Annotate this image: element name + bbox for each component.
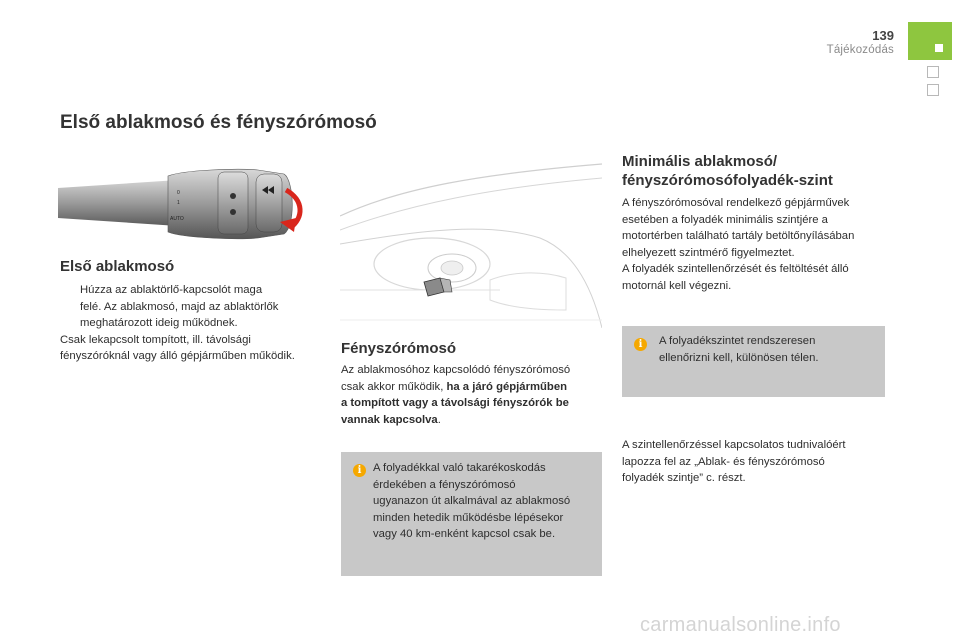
body-line-1: Csak lekapcsolt tompított, ill. távolsági [60, 333, 251, 346]
text-line: A fényszórómosóval rendelkező gépjárművek [622, 197, 850, 209]
note-line: ellenőrizni kell, különösen télen. [659, 351, 819, 364]
switch-label-0: 0 [177, 190, 180, 196]
bullet-line-1: Húzza az ablaktörlő-kapcsolót maga [80, 284, 263, 296]
cross-reference-text [622, 437, 892, 487]
info-icon: i [353, 464, 366, 477]
chapter-tab[interactable] [927, 84, 939, 96]
text-line: motornál kell végezni. [622, 279, 732, 292]
text-line: A szintellenőrzéssel kapcsolatos tudnivalóért [622, 439, 846, 451]
headlamp-washer-text [341, 362, 603, 428]
fluid-saving-note-text [373, 460, 598, 543]
switch-label-1: 1 [177, 200, 180, 206]
watermark: carmanualsonline.info [640, 614, 841, 636]
body-line-2: fényszóróknál vagy álló gépjárműben működik. [60, 350, 295, 362]
text-line: elhelyezett szintmérő figyelmeztet. [622, 246, 795, 259]
fluid-check-note [622, 326, 885, 397]
fluid-saving-note [341, 452, 602, 576]
page-title: Első ablakmosó és fényszórómosó [60, 112, 377, 133]
headlamp-drawing [340, 160, 602, 328]
heading-line: fényszórómosófolyadék-szint [622, 172, 833, 189]
note-line: minden hetedik működésbe lépésekor [373, 511, 564, 524]
windscreen-washer-text [60, 282, 322, 365]
windscreen-washer-heading: Első ablakmosó [60, 258, 175, 275]
text-line: folyadék szintje” c. részt. [622, 472, 746, 484]
text-line: esetében a folyadék minimális szintjére a [622, 213, 828, 226]
text-line: csak akkor működik, ha a járó gépjárműben [341, 380, 568, 393]
headlamp-washer-section [341, 340, 456, 357]
section-name: Tájékozódás [826, 44, 894, 56]
wiper-stalk-illustration [58, 166, 314, 242]
windscreen-washer-section [60, 258, 174, 275]
bullet-line-3: meghatározott ideig működnek. [80, 317, 238, 329]
text-line: Az ablakmosóhoz kapcsolódó fényszórómosó [341, 364, 571, 376]
bullet-line-2: felé. Az ablakmosó, majd az ablaktörlők [80, 300, 279, 313]
note-line: ugyanazon út alkalmával az ablakmosó [373, 495, 571, 507]
wiper-stalk-drawing [58, 166, 314, 242]
info-icon: i [634, 338, 647, 351]
page-number: 139 [872, 28, 894, 43]
switch-label-auto: AUTO [170, 216, 184, 222]
note-line: A folyadékkal való takarékoskodás [373, 462, 546, 474]
text-line: A folyadék szintellenőrzését és feltöltését álló [622, 263, 849, 275]
fluid-level-heading [622, 152, 892, 190]
heading-line: Minimális ablakmosó/ [622, 153, 778, 170]
text-line: lapozza fel az „Ablak- és fényszórómosó [622, 455, 825, 468]
headlamp-washer-illustration [340, 160, 602, 328]
text-line: a tompított vagy a távolsági fényszórók be [341, 397, 569, 409]
fluid-level-section [622, 152, 892, 190]
fluid-level-text [622, 195, 892, 294]
instruction-bullet [60, 282, 322, 332]
text-line: vannak kapcsolva. [341, 413, 441, 426]
fluid-check-note-text [659, 333, 881, 366]
headlamp-washer-heading: Fényszórómosó [341, 340, 457, 357]
chapter-tab[interactable] [927, 66, 939, 78]
text-line: motortérben található tartály betöltőnyílásában [622, 230, 855, 242]
chapter-tab-active[interactable] [908, 22, 952, 60]
note-line: vagy 40 km-enként kapcsol csak be. [373, 528, 556, 540]
note-line: érdekében a fényszórómosó [373, 478, 516, 491]
chapter-tab-marker [935, 44, 943, 52]
note-line: A folyadékszintet rendszeresen [659, 335, 816, 347]
